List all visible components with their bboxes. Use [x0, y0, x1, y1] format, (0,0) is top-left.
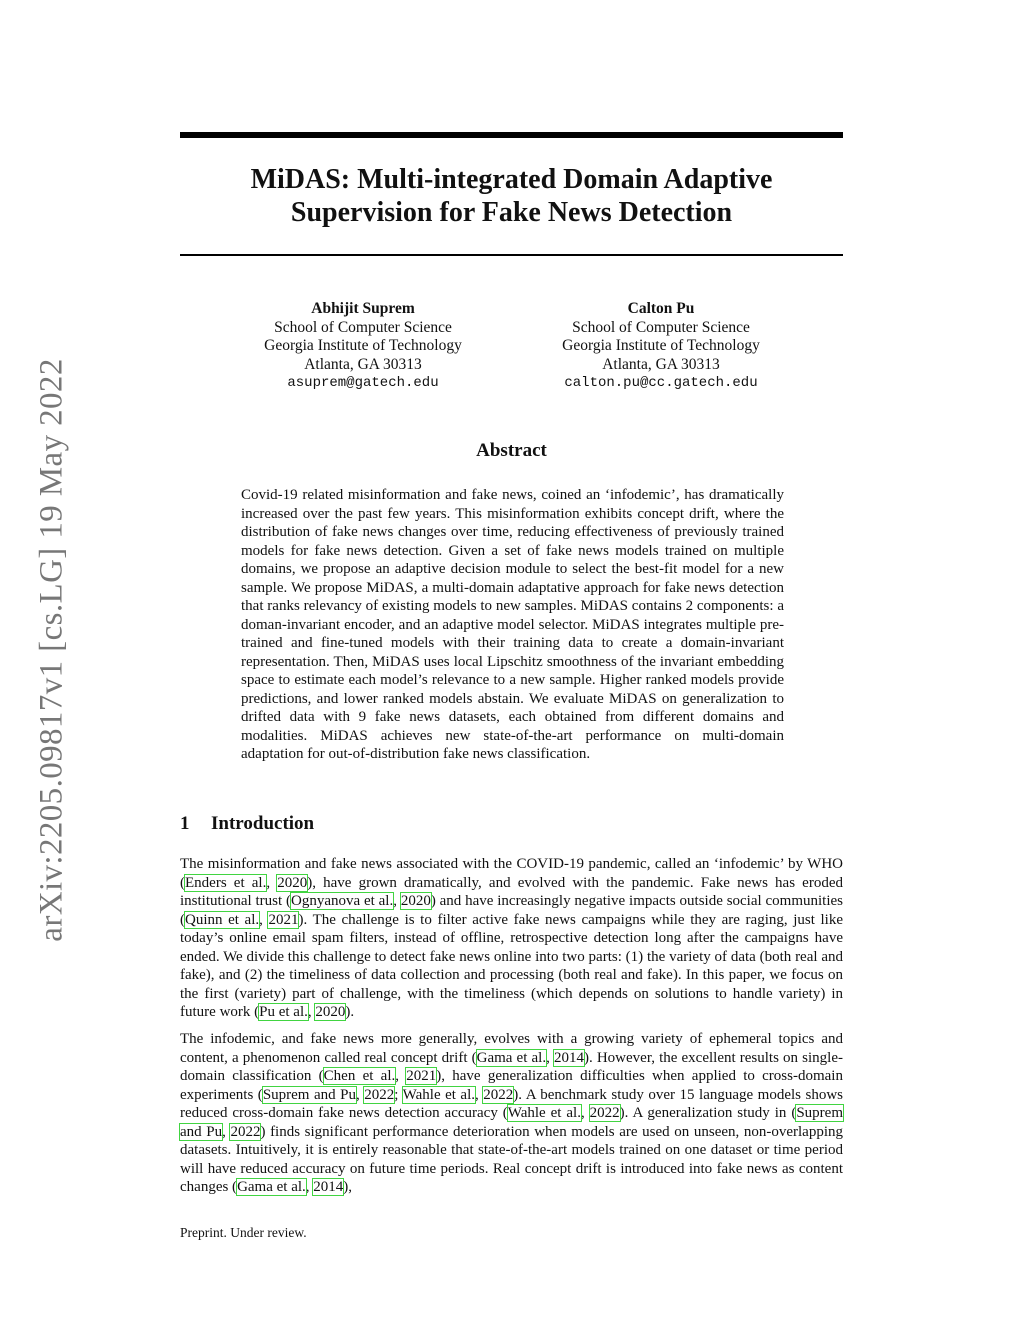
- citation-link[interactable]: 2014: [313, 1179, 344, 1195]
- section-number: 1: [180, 813, 190, 834]
- citation-link[interactable]: Gama et al.: [476, 1049, 547, 1066]
- text-run: ,: [475, 1086, 484, 1103]
- text-run: ,: [259, 911, 269, 928]
- author-address: Atlanta, GA 30313: [602, 355, 720, 373]
- citation-link[interactable]: 2020: [400, 893, 431, 909]
- text-run: ), have grown dramatically, and evolved with the pandemic. Fake news has eroded institutional trust (: [180, 874, 843, 909]
- author-address: Atlanta, GA 30313: [304, 355, 422, 373]
- text-run: ). The challenge is to filter active fake news campaigns while they are raging, just like today’s online email spam filters, instead of offline, retrospective detection long after the campaigns have ended. We divide this challenge to detect fake news online into two parts: (1) the variety of data (both real and fake), and (2) the timeliness of data collection and processing (both real and fake). In this paper, we focus on the first (variety) part of challenge, with the timeliness (which depends on solutions to handle variety) in future work (: [180, 911, 843, 1020]
- author-block-2: [511, 300, 811, 393]
- citation-link[interactable]: 2022: [589, 1105, 620, 1121]
- citation-link[interactable]: Suprem and Pu: [262, 1086, 356, 1103]
- text-run: ,: [580, 1105, 590, 1121]
- title-bottom-rule: [180, 254, 843, 256]
- citation-link[interactable]: 2021: [268, 911, 299, 928]
- text-run: ). A generalization study in (: [619, 1105, 797, 1121]
- text-run: ).: [345, 1004, 355, 1020]
- author-name: Abhijit Suprem: [311, 300, 415, 317]
- text-run: ,: [355, 1086, 365, 1103]
- text-run: ,: [222, 1123, 231, 1140]
- text-run: ,: [305, 1179, 314, 1195]
- text-run: ,: [266, 874, 278, 891]
- citation-link[interactable]: 2022: [230, 1123, 261, 1140]
- title-line-1: MiDAS: Multi-integrated Domain Adaptive: [250, 164, 773, 195]
- author-department: School of Computer Science: [274, 318, 452, 336]
- citation-link[interactable]: 2022: [364, 1086, 395, 1103]
- text-run: ),: [343, 1179, 353, 1195]
- author-institution: Georgia Institute of Technology: [264, 337, 462, 354]
- author-email[interactable]: calton.pu@cc.gatech.edu: [564, 375, 758, 391]
- intro-paragraph-1: [180, 855, 843, 1022]
- author-institution: Georgia Institute of Technology: [562, 337, 760, 354]
- title-line-2: Supervision for Fake News Detection: [290, 197, 733, 228]
- citation-link[interactable]: 2021: [406, 1068, 437, 1084]
- abstract-heading: Abstract: [476, 440, 547, 461]
- paper-title: [180, 163, 843, 229]
- arxiv-identifier-stamp: arXiv:2205.09817v1 [cs.LG] 19 May 2022: [33, 358, 70, 942]
- citation-link[interactable]: Wahle et al.: [402, 1086, 476, 1103]
- text-run: ,: [546, 1049, 554, 1066]
- author-block-1: [213, 300, 513, 393]
- citation-link[interactable]: Suprem and Pu: [180, 1105, 843, 1140]
- text-run: ,: [393, 893, 401, 909]
- text-run: ) and have increasingly negative impacts outside social communities (: [180, 893, 843, 928]
- text-run: ;: [394, 1086, 403, 1103]
- abstract-body: Covid-19 related misinformation and fake news, coined an ‘infodemic’, has dramatically increased over the past few years. This misinformation exhibits concept drift, where the distribution of fake news changes over time, reducing effectiveness of previously trained models for fake news detection. Given a set of fake news models trained on multiple domains, we propose an adaptive decision module to select the best-fit model for a new sample. We propose MiDAS, a multi-domain adaptative approach for fake news detection that ranks relevancy of existing models to new samples. MiDAS contains 2 components: a doman-invariant encoder, and an adaptive model selector. MiDAS integrates multiple pre-trained and fine-tuned models with their training data to create a domain-invariant representation. Then, MiDAS uses local Lipschitz smoothness of the invariant embedding space to estimate each model’s relevance to a new sample. Higher ranked models provide predictions, and lower ranked models abstain. We evaluate MiDAS on generalization to drifted data with 9 fake news datasets, each obtained from different domains and modalities. MiDAS achieves new state-of-the-art performance on multi-domain adaptation for out-of-distribution fake news classification.: [241, 487, 784, 762]
- text-run: The misinformation and fake news associated with the COVID-19 pandemic, called an ‘infodemic’ by WHO (: [180, 856, 843, 891]
- citation-link[interactable]: Enders et al.: [185, 874, 267, 891]
- section-title: Introduction: [211, 813, 315, 834]
- citation-link[interactable]: Pu et al.: [259, 1004, 308, 1020]
- text-run: ) finds significant performance deterioration when models are used on unseen, non-overlapping datasets. Intuitively, it is entirely reasonable that state-of-the-art models trained on one dataset or time period will have reduced accuracy on future time periods. Real concept drift is introduced into fake news as content changes (: [180, 1123, 844, 1195]
- citation-link[interactable]: 2020: [277, 874, 308, 891]
- citation-link[interactable]: Gama et al.: [237, 1179, 306, 1195]
- citation-link[interactable]: 2020: [315, 1004, 346, 1020]
- intro-paragraph-2: [180, 1030, 843, 1197]
- text-run: ), have generalization difficulties when applied to cross-domain experiments (: [180, 1068, 843, 1103]
- citation-link[interactable]: Quinn et al.: [185, 911, 260, 928]
- text-run: ,: [395, 1068, 407, 1084]
- text-run: ). A benchmark study over 15 language models shows reduced cross-domain fake news detection accuracy (: [180, 1086, 844, 1121]
- title-top-rule: [180, 132, 843, 138]
- section-heading-introduction: [180, 813, 314, 835]
- citation-link[interactable]: 2014: [553, 1049, 584, 1066]
- preprint-footer: Preprint. Under review.: [180, 1225, 307, 1240]
- text-run: The infodemic, and fake news more generally, evolves with a growing variety of ephemeral topics and content, a phenomenon called real concept drift (: [180, 1031, 843, 1066]
- citation-link[interactable]: Chen et al.: [323, 1068, 396, 1084]
- citation-link[interactable]: 2022: [483, 1086, 514, 1103]
- citation-link[interactable]: Ognyanova et al.: [291, 893, 394, 909]
- author-department: School of Computer Science: [572, 318, 750, 336]
- text-run: ). However, the excellent results on single-domain classification (: [180, 1049, 843, 1084]
- citation-link[interactable]: Wahle et al.: [507, 1105, 581, 1121]
- author-email[interactable]: asuprem@gatech.edu: [287, 375, 439, 391]
- author-name: Calton Pu: [627, 300, 695, 317]
- text-run: ,: [307, 1004, 316, 1020]
